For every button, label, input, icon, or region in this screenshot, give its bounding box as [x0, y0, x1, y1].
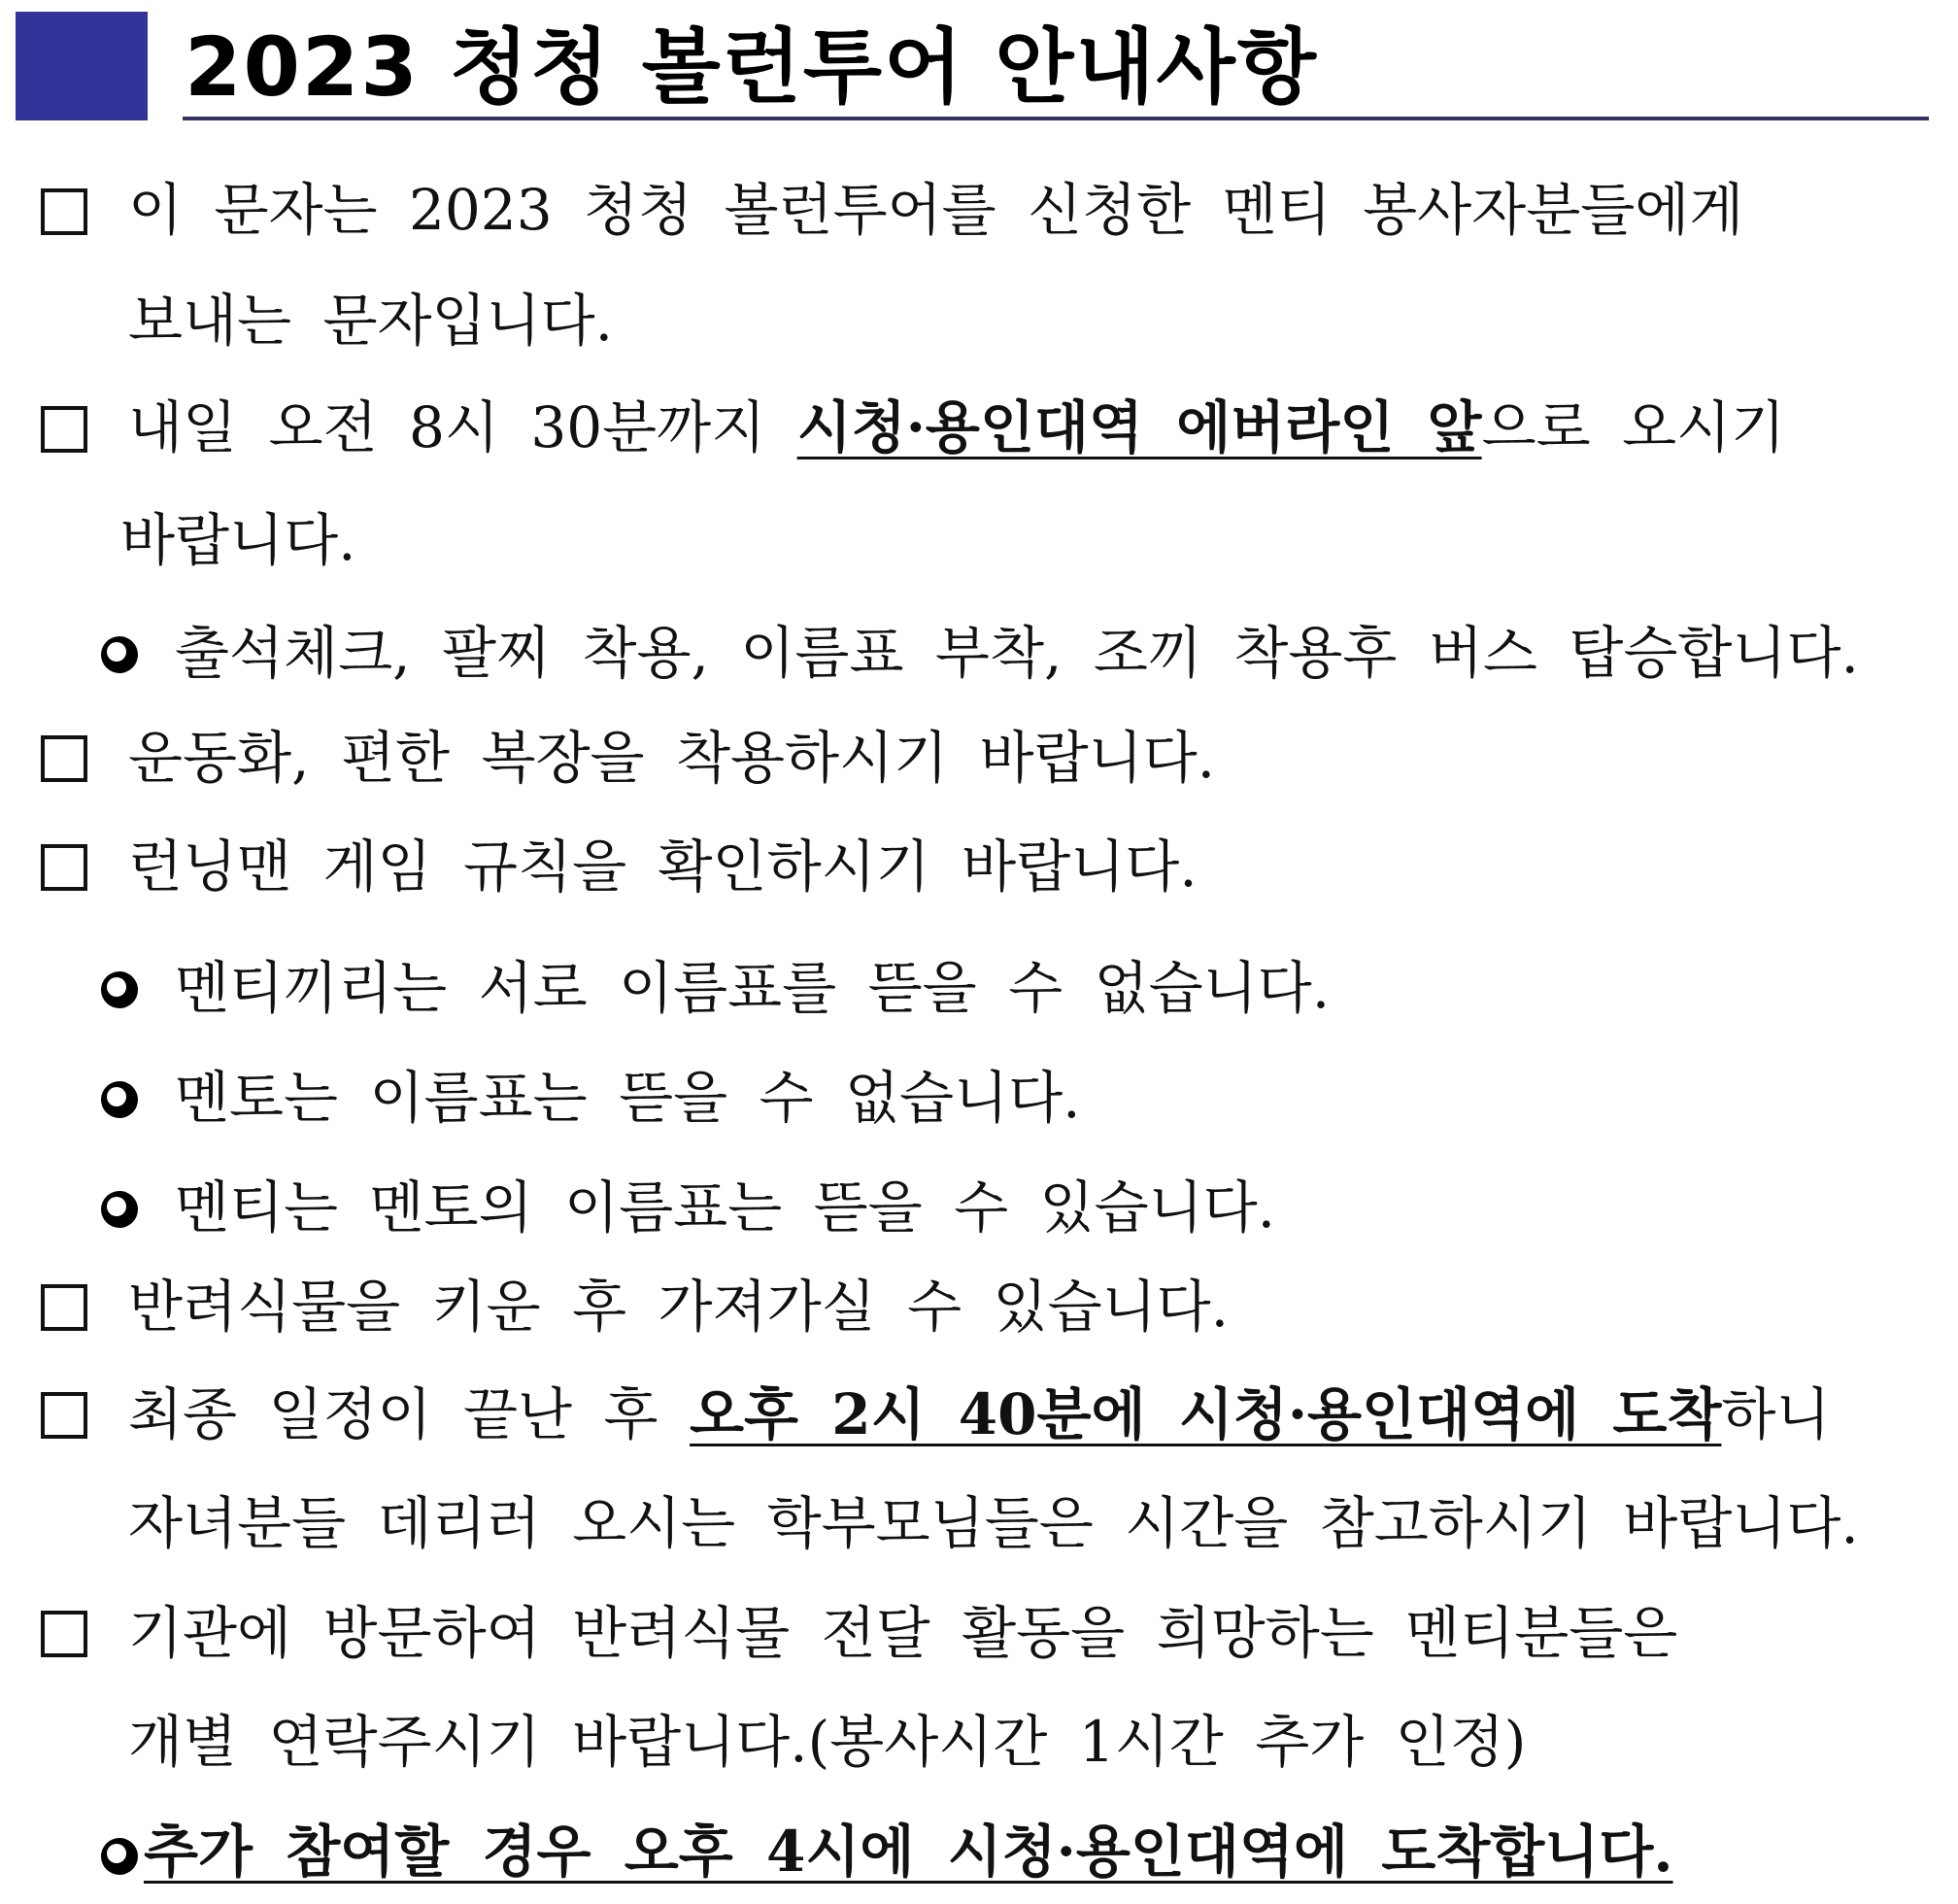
circle-bullet-icon	[101, 1838, 138, 1875]
item-6-emphasis: 오후 2시 40분에 시청·용인대역에 도착	[689, 1381, 1722, 1447]
item-4-sub-1: 멘티끼리는 서로 이름표를 뜯을 수 없습니다.	[175, 955, 1331, 1021]
item-2-line-1	[128, 389, 1785, 466]
item-4: 런닝맨 게임 규칙을 확인하시기 바랍니다.	[128, 833, 1198, 900]
circle-bullet-icon	[101, 971, 138, 1008]
title-underline	[183, 117, 1929, 120]
item-1-line-1: 이 문자는 2023 청청 볼런투어를 신청한 멘티 봉사자분들에게	[128, 177, 1744, 243]
item-6-post: 하니	[1721, 1381, 1831, 1447]
item-7-sub-line	[93, 1813, 1673, 1890]
item-2-sub: 출석체크, 팔찌 착용, 이름표 부착, 조끼 착용후 버스 탑승합니다.	[175, 620, 1859, 686]
circle-bullet-icon	[101, 1191, 138, 1228]
item-6-line-2: 자녀분들 데리러 오시는 학부모님들은 시간을 참고하시기 바랍니다.	[128, 1490, 1859, 1556]
checkbox-icon	[41, 735, 87, 782]
item-2-pre: 내일 오전 8시 30분까지	[128, 394, 797, 460]
item-4-sub-3: 멘티는 멘토의 이름표는 뜯을 수 있습니다.	[175, 1174, 1276, 1241]
checkbox-icon	[41, 1611, 87, 1657]
item-2-line-2: 바랍니다.	[120, 507, 356, 573]
checkbox-icon	[41, 406, 87, 453]
circle-bullet-icon	[101, 636, 138, 673]
item-7-sub: 추가 참여할 경우 오후 4시에 시청·용인대역에 도착합니다.	[144, 1819, 1673, 1885]
title-color-block	[16, 12, 148, 120]
item-1-line-2: 보내는 문자입니다.	[128, 288, 614, 354]
item-7-line-1: 기관에 방문하여 반려식물 전달 활동을 희망하는 멘티분들은	[128, 1600, 1678, 1666]
item-5: 반려식물을 키운 후 가져가실 수 있습니다.	[128, 1274, 1230, 1340]
item-2-emphasis: 시청·용인대역 에버라인 앞	[796, 394, 1482, 460]
item-7-line-2: 개별 연락주시기 바랍니다.(봉사시간 1시간 추가 인정)	[128, 1709, 1527, 1775]
item-6-line-1	[128, 1376, 1830, 1453]
item-2-post: 으로 오시기	[1481, 394, 1786, 460]
checkbox-icon	[41, 1284, 87, 1331]
checkbox-icon	[41, 188, 87, 235]
circle-bullet-icon-wrap	[93, 1838, 144, 1875]
circle-bullet-icon	[101, 1081, 138, 1118]
page-title: 2023 청청 볼런투어 안내사항	[185, 19, 1318, 115]
checkbox-icon	[41, 844, 87, 891]
item-4-sub-2: 멘토는 이름표는 뜯을 수 없습니다.	[175, 1065, 1081, 1131]
item-3: 운동화, 편한 복장을 착용하시기 바랍니다.	[128, 725, 1216, 791]
item-6-pre: 최종 일정이 끝난 후	[128, 1381, 690, 1447]
checkbox-icon	[41, 1392, 87, 1439]
